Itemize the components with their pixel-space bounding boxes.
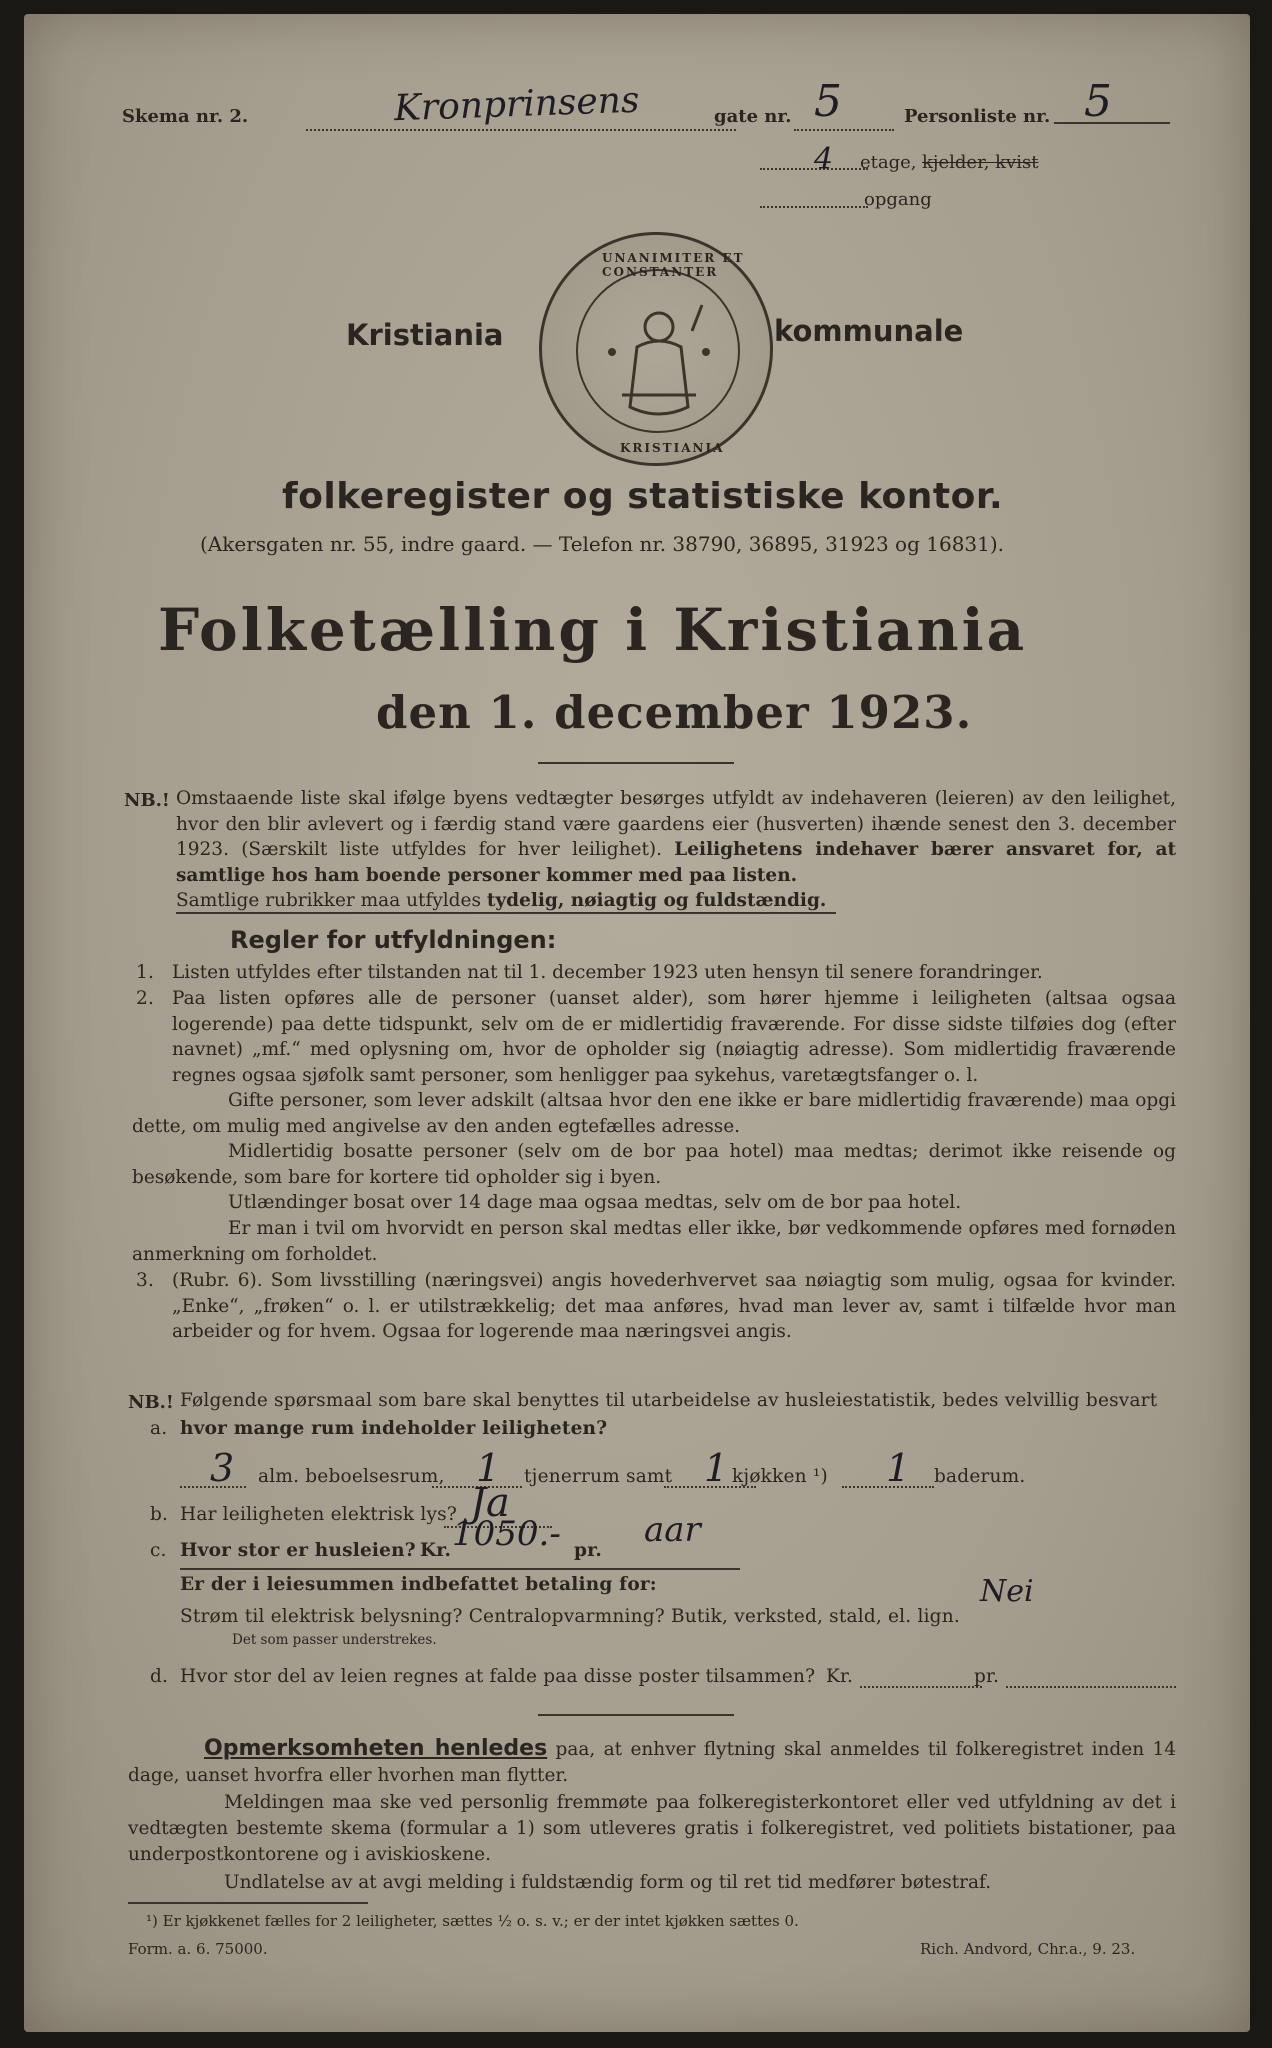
- gate-label: gate nr.: [714, 106, 792, 127]
- nb1-bold2-part: tydelig, nøiagtig og fuldstændig.: [486, 890, 827, 911]
- q-c-pr: pr.: [574, 1540, 603, 1561]
- nb2-intro: Følgende spørsmaal som bare skal benyttes til utarbeidelse av husleiestatistik, bedes velvillig besvart: [180, 1390, 1158, 1411]
- etage-struck: kjelder, kvist: [922, 152, 1039, 173]
- office-address: (Akersgaten nr. 55, indre gaard. — Telefon nr. 38790, 36895, 31923 og 16831).: [200, 532, 1005, 556]
- gate-number: 5: [814, 76, 842, 127]
- rule1-text: Listen utfyldes efter tilstanden nat til 1. december 1923 uten hensyn til senere forandringer.: [172, 962, 1043, 983]
- seal-bottom-text: KRISTIANIA: [620, 441, 725, 455]
- rooms-value: 3: [210, 1446, 235, 1490]
- bath-label: baderum.: [934, 1466, 1026, 1487]
- q-d-kr: Kr.: [826, 1666, 854, 1687]
- c-underline: [180, 1568, 740, 1570]
- rules-heading: Regler for utfyldningen:: [230, 926, 557, 954]
- q-d-question: Hvor stor del av leien regnes at falde paa disse poster tilsammen?: [180, 1666, 816, 1687]
- servant-value: 1: [476, 1446, 501, 1490]
- notice-para3: Undlatelse av at avgi melding i fuldstændig form og til ret tid medfører bøtestraf.: [224, 1872, 992, 1893]
- c-period: aar: [644, 1510, 701, 1550]
- skema-label: Skema nr. 2.: [122, 106, 249, 127]
- q-c-question: Hvor stor er husleien?: [180, 1540, 416, 1561]
- nb1-text: [176, 786, 1176, 888]
- q-b-question: Har leiligheten elektrisk lys?: [180, 1504, 457, 1525]
- office-right: kommunale: [774, 314, 964, 348]
- opgang-label: opgang: [864, 189, 932, 210]
- d-pr-line: [1006, 1686, 1176, 1688]
- q-a-question: hvor mange rum indeholder leiligheten?: [180, 1418, 608, 1439]
- etage-value: 4: [814, 142, 834, 177]
- rule2-tvil: Er man i tvil om hvorvidt en person skal medtas eller ikke, bør vedkommende opføres med fornøden anmerkning om forholdet.: [132, 1218, 1176, 1265]
- page-title: Folketælling i Kristiania: [158, 596, 1028, 664]
- q-d-pr: pr.: [974, 1666, 1000, 1687]
- c-amount: 1050.-: [452, 1514, 561, 1554]
- kitchen-value: 1: [704, 1446, 729, 1490]
- city-seal: [539, 232, 773, 466]
- c-sub: Er der i leiesummen indbefattet betaling for:: [180, 1574, 657, 1595]
- printer-mark: Rich. Andvord, Chr.a., 9. 23.: [920, 1940, 1136, 1958]
- personliste-number: 5: [1084, 76, 1112, 127]
- kitchen-label: kjøkken ¹): [732, 1466, 828, 1487]
- d-kr-line: [860, 1686, 982, 1688]
- c-items: Strøm til elektrisk belysning? Centralopvarmning? Butik, verksted, stald, el. lign.: [180, 1606, 960, 1627]
- personliste-label: Personliste nr.: [904, 106, 1051, 127]
- nb1-text2-part: Samtlige rubrikker maa utfyldes: [176, 890, 481, 911]
- rule3-text: (Rubr. 6). Som livsstilling (næringsvei) angis hovederhvervet saa nøiagtig som mulig, ogsaa for kvinder. „Enke“, „frøken“ o. l. er utilstrækkelig; det maa anføres, hvad man lever av, samt i tilfælde hvor man arbeider og for hvem. Ogsaa for logerende maa næringsvei angis.: [172, 1270, 1176, 1342]
- rooms-label: alm. beboelsesrum,: [258, 1466, 445, 1487]
- q-c-label: c.: [150, 1540, 167, 1561]
- page-subtitle: den 1. december 1923.: [376, 686, 973, 739]
- notice-para1: [128, 1736, 1176, 1789]
- rule3-num: 3.: [136, 1270, 155, 1291]
- seal-top-text: UNANIMITER ET CONSTANTER: [602, 251, 745, 279]
- bath-value: 1: [886, 1446, 911, 1490]
- opgang-line: [760, 206, 868, 208]
- office-name: folkeregister og statistiske kontor.: [282, 476, 1004, 517]
- nb1-text2: [176, 888, 1176, 914]
- nb1-label: NB.!: [124, 790, 170, 811]
- form-number: Form. a. 6. 75000.: [128, 1940, 268, 1958]
- c-note: Det som passer understrekes.: [232, 1632, 437, 1648]
- rule2-utlaendinger: Utlændinger bosat over 14 dage maa ogsaa medtas, selv om de bor paa hotel.: [228, 1192, 962, 1213]
- gate-line: [794, 129, 894, 131]
- street-line: [306, 129, 736, 131]
- q-b-label: b.: [150, 1504, 169, 1525]
- street-handwritten: Kronprinsens: [393, 79, 641, 130]
- notice-para2: Meldingen maa ske ved personlig fremmøte paa folkeregisterkontoret eller ved utfyldning av det i vedtægten bestemte skema (formular a 1) som utleveres gratis i folkeregistret, ved politiets bistationer, paa underpostkontorene og i aviskioskene.: [128, 1792, 1176, 1865]
- footnote-divider: [128, 1902, 368, 1904]
- b-answer: Ja: [470, 1480, 510, 1526]
- census-form-sheet: [24, 14, 1250, 2032]
- title-divider: [538, 762, 734, 764]
- nb1-underline: [176, 912, 836, 914]
- personliste-line: [1054, 122, 1170, 124]
- office-left: Kristiania: [346, 318, 504, 352]
- q-d-label: d.: [150, 1666, 169, 1687]
- rule2-gifte: Gifte personer, som lever adskilt (altsaa hvor den ene ikke er bare midlertidig fraværende) maa opgi dette, om mulig med angivelse av den anden egtefælles adresse.: [132, 1090, 1176, 1137]
- rule1-num: 1.: [136, 962, 155, 983]
- footnote: ¹) Er kjøkkenet fælles for 2 leiligheter, sættes ½ o. s. v.; er der intet kjøkken sættes 0.: [146, 1912, 799, 1930]
- rule2-bosatte: Midlertidig bosatte personer (selv om de bor paa hotel) maa medtas; derimot ikke reisende og besøkende, som bare for kortere tid opholder sig i byen.: [132, 1141, 1176, 1188]
- q-c-kr: Kr.: [420, 1540, 452, 1561]
- nb1-bold-part: Leilighetens indehaver bærer ansvaret for, at samtlige hos ham boende personer kommer med paa listen.: [176, 839, 1176, 886]
- nb2-label: NB.!: [128, 1392, 174, 1413]
- notice-text1: paa, at enhver flytning skal anmeldes til folkeregistret inden 14 dage, uanset hvorfra eller hvorhen man flytter.: [128, 1739, 1177, 1786]
- rule2-text: Paa listen opføres alle de personer (uanset alder), som hører hjemme i leiligheten (altsaa ogsaa logerende) paa dette tidspunkt, selv om de er midlertidig fraværende. For disse sidste tilføies dog (efter navnet) „mf.“ med oplysning om, hvor de opholder sig (nøiagtig adresse). Som midlertidig fraværende regnes ogsaa sjøfolk samt personer, som henligger paa sykehus, varetægtsfanger o. l.: [172, 988, 1176, 1086]
- nb1-text-part1: Omstaaende liste skal ifølge byens vedtægter besørges utfyldt av indehaveren (leieren) av den leilighet, hvor den blir avlevert og i færdig stand være gaardens eier (husverten) ihænde senest den 3. december 1923. (Særskilt liste utfyldes for hver leilighet).: [176, 788, 1176, 860]
- etage-label: etage,: [860, 152, 917, 173]
- rule2-num: 2.: [136, 988, 155, 1009]
- notice-lead: Opmerksomheten henledes: [204, 1736, 548, 1761]
- q-a-label: a.: [150, 1418, 168, 1439]
- servant-label: tjenerrum samt: [524, 1466, 673, 1487]
- notice-divider: [538, 1714, 734, 1716]
- c-items-answer: Nei: [980, 1574, 1034, 1609]
